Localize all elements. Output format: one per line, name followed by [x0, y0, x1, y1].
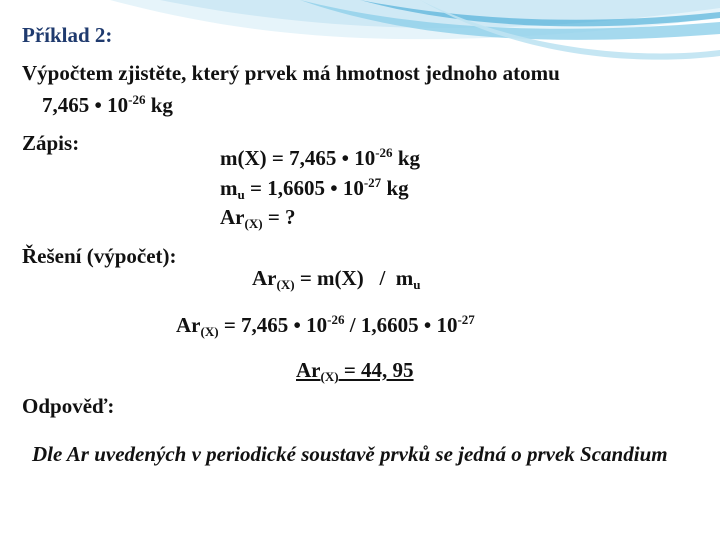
result-ar-subscript: (X): [320, 368, 339, 384]
reseni-result: [296, 358, 414, 384]
task-line-1: Výpočtem zjistěte, který prvek má hmotnost jednoho atomu: [22, 61, 560, 85]
zapis-mu-line: [220, 174, 409, 202]
reseni-calculation: [176, 311, 475, 339]
result-value: = 44, 95: [338, 358, 414, 382]
zapis-ar-unknown: = ?: [262, 205, 296, 229]
calc-mass-exponent: -26: [327, 311, 345, 327]
zapis-mu-subscript: u: [237, 186, 245, 202]
calc-mu-exponent: -27: [457, 311, 475, 327]
zapis-mass-unit: kg: [392, 146, 421, 170]
zapis-ar-subscript: (X): [244, 215, 263, 231]
zapis-label: Zápis:: [22, 131, 80, 155]
zapis-mu-unit: kg: [381, 176, 409, 200]
formula-mu-subscript: u: [413, 276, 421, 292]
zapis-ar-line: [220, 205, 296, 231]
odpoved-label: Odpověď:: [22, 394, 115, 418]
formula-ar-symbol: Ar: [252, 266, 277, 290]
slide-title: Příklad 2:: [22, 23, 113, 47]
task-mass-unit: kg: [145, 93, 173, 117]
reseni-formula: [252, 266, 421, 292]
calc-mu: / 1,6605 • 10: [344, 313, 458, 337]
calc-ar-subscript: (X): [200, 323, 219, 339]
task-line-2: [42, 91, 173, 117]
task-mass-base: 7,465 • 10: [42, 93, 129, 117]
calc-mass: = 7,465 • 10: [218, 313, 328, 337]
zapis-mu-exponent: -27: [363, 174, 382, 190]
zapis-mass-exponent: -26: [375, 144, 393, 160]
odpoved-text: Dle Ar uvedených v periodické soustavě prvků se jedná o prvek Scandium: [32, 442, 668, 466]
zapis-ar-symbol: Ar: [220, 205, 245, 229]
calc-ar-symbol: Ar: [176, 313, 201, 337]
reseni-label: Řešení (výpočet):: [22, 244, 177, 268]
zapis-mass-base: m(X) = 7,465 • 10: [220, 146, 376, 170]
formula-body: = m(X) / m: [294, 266, 414, 290]
task-mass-exponent: -26: [128, 91, 146, 107]
zapis-mass-line: [220, 144, 421, 170]
zapis-mu-symbol: m: [220, 176, 238, 200]
formula-ar-subscript: (X): [276, 276, 295, 292]
result-ar-symbol: Ar: [296, 358, 321, 382]
zapis-mu-base: = 1,6605 • 10: [244, 176, 364, 200]
